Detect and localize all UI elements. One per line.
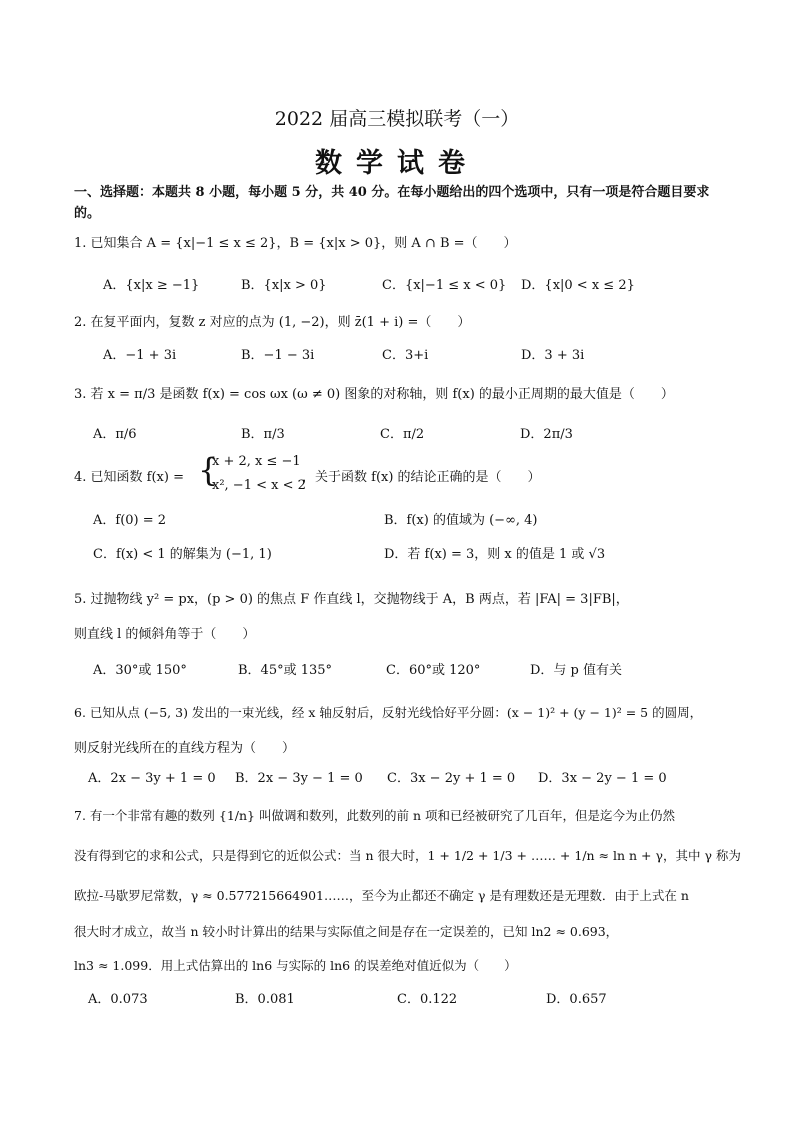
question-2-option-d[interactable]: D．3 + 3i xyxy=(521,348,585,363)
question-1-option-b[interactable]: B．{x|x > 0} xyxy=(241,278,327,293)
question-5-option-a[interactable]: A．30°或 150° xyxy=(93,663,187,678)
question-6-option-d[interactable]: D．3x − 2y − 1 = 0 xyxy=(538,771,667,786)
question-6-option-c[interactable]: C．3x − 2y + 1 = 0 xyxy=(387,771,516,786)
question-5-option-c[interactable]: C．60°或 120° xyxy=(386,663,481,678)
question-7-option-a[interactable]: A．0.073 xyxy=(88,992,148,1007)
question-5-stem-continued: 则直线 l 的倾斜角等于（ ） xyxy=(74,627,256,642)
question-7-option-b[interactable]: B．0.081 xyxy=(235,992,295,1007)
question-2-option-a[interactable]: A．−1 + 3i xyxy=(103,348,177,363)
question-7-option-d[interactable]: D．0.657 xyxy=(546,992,607,1007)
question-3-option-c[interactable]: C．π/2 xyxy=(380,427,425,442)
question-7-line-2: 没有得到它的求和公式，只是得到它的近似公式：当 n 很大时，1 + 1/2 + 1/3 + …… + 1/n ≈ ln n + γ，其中 γ 称为 xyxy=(74,848,741,863)
section-heading: 一、选择题：本题共 8 小题，每小题 5 分，共 40 分。在每小题给出的四个选项中，只有一项是符合题目要求的。 xyxy=(74,185,710,221)
question-6-option-b[interactable]: B．2x − 3y − 1 = 0 xyxy=(235,771,363,786)
question-4-piece-1: x + 2, x ≤ −1 xyxy=(212,454,301,469)
question-1-option-c[interactable]: C．{x|−1 ≤ x < 0} xyxy=(382,278,507,293)
question-4-stem-suffix: ，关于函数 f(x) 的结论正确的是（ ） xyxy=(302,470,541,485)
exam-title: 2022 届高三模拟联考（一） xyxy=(274,108,520,130)
question-4-option-c[interactable]: C．f(x) < 1 的解集为 (−1, 1) xyxy=(93,547,272,562)
question-5-option-d[interactable]: D．与 p 值有关 xyxy=(530,663,623,678)
question-6-option-a[interactable]: A．2x − 3y + 1 = 0 xyxy=(88,771,216,786)
question-2-option-b[interactable]: B．−1 − 3i xyxy=(241,348,315,363)
question-2-stem: 2. 在复平面内，复数 z 对应的点为 (1, −2)，则 z̄(1 + i) =（ ） xyxy=(74,315,471,330)
question-4-option-d[interactable]: D．若 f(x) = 3，则 x 的值是 1 或 √3 xyxy=(384,547,606,562)
question-3-stem: 3. 若 x = π/3 是函数 f(x) = cos ωx (ω ≠ 0) 图象的对称轴，则 f(x) 的最小正周期的最大值是（ ） xyxy=(74,387,674,402)
question-1-option-a[interactable]: A．{x|x ≥ −1} xyxy=(103,278,200,293)
question-7-line-4: 很大时才成立，故当 n 较小时计算出的结果与实际值之间是存在一定误差的，已知 ln2 ≈ 0.693， xyxy=(74,924,619,939)
question-3-option-a[interactable]: A．π/6 xyxy=(93,427,137,442)
question-3-option-b[interactable]: B．π/3 xyxy=(241,427,285,442)
exam-subtitle: 数学试卷 xyxy=(315,148,479,179)
question-2-option-c[interactable]: C．3+i xyxy=(382,348,429,363)
question-7-option-c[interactable]: C．0.122 xyxy=(397,992,458,1007)
question-7-line-1: 7. 有一个非常有趣的数列 {1/n} 叫做调和数列，此数列的前 n 项和已经被研究了几百年，但是迄今为止仍然 xyxy=(74,808,675,823)
question-1-option-d[interactable]: D．{x|0 < x ≤ 2} xyxy=(521,278,635,293)
question-4-stem-prefix: 4. 已知函数 f(x) = xyxy=(74,470,184,485)
question-4-piece-2: x², −1 < x < 2 xyxy=(212,478,306,493)
question-7-line-5: ln3 ≈ 1.099．用上式估算出的 ln6 与实际的 ln6 的误差绝对值近似为（ ） xyxy=(74,958,517,973)
piecewise-brace: { xyxy=(198,451,219,489)
question-4-option-b[interactable]: B．f(x) 的值域为 (−∞, 4) xyxy=(384,513,538,528)
question-5-stem: 5. 过抛物线 y² = px，(p > 0) 的焦点 F 作直线 l，交抛物线于 A，B 两点，若 |FA| = 3|FB|， xyxy=(74,592,629,607)
question-1-stem: 1. 已知集合 A = {x|−1 ≤ x ≤ 2}，B = {x|x > 0}，则 A ∩ B =（ ） xyxy=(74,236,517,251)
question-3-option-d[interactable]: D．2π/3 xyxy=(520,427,573,442)
question-6-stem: 6. 已知从点 (−5, 3) 发出的一束光线，经 x 轴反射后，反射光线恰好平分圆：(x − 1)² + (y − 1)² = 5 的圆周， xyxy=(74,705,703,720)
question-4-option-a[interactable]: A．f(0) = 2 xyxy=(93,513,167,528)
question-7-line-3: 欧拉-马歇罗尼常数，γ ≈ 0.577215664901……，至今为止都还不确定 γ 是有理数还是无理数．由于上式在 n xyxy=(74,888,689,903)
question-5-option-b[interactable]: B．45°或 135° xyxy=(238,663,333,678)
question-6-stem-continued: 则反射光线所在的直线方程为（ ） xyxy=(74,741,296,756)
